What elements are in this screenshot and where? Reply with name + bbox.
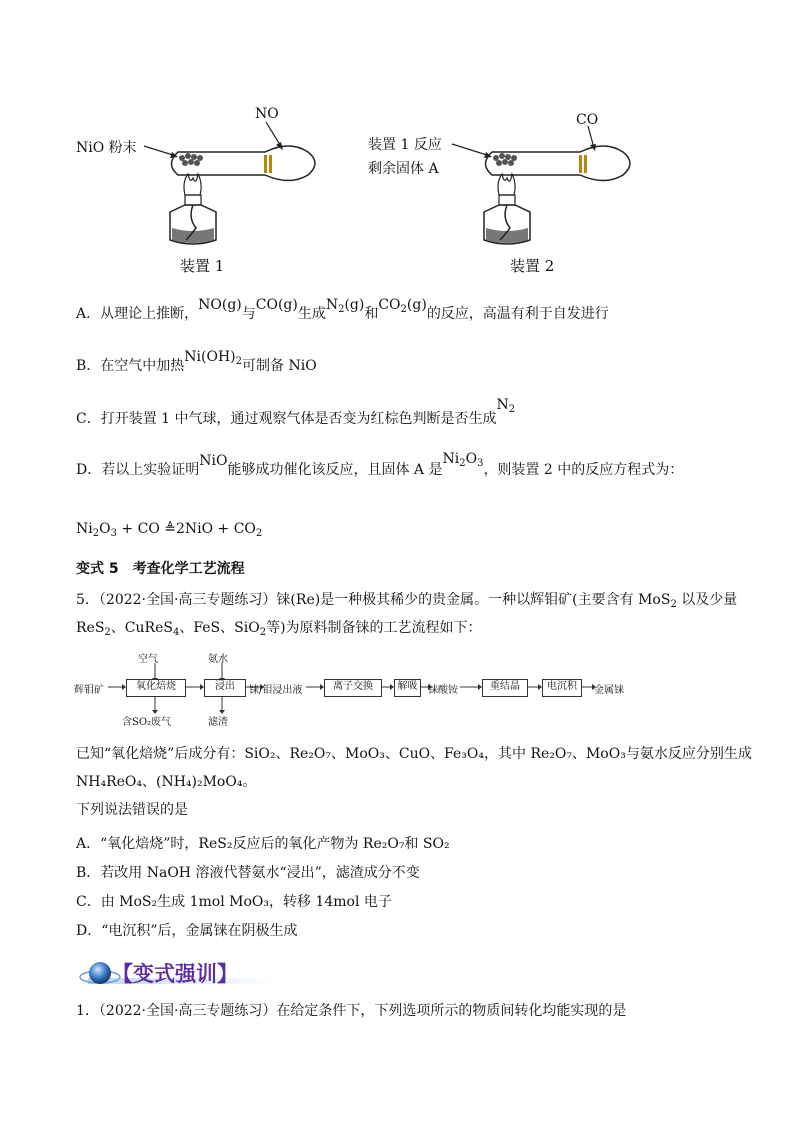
flow-end-label: 金属铼 — [594, 685, 624, 696]
flow-start-label: 辉钼矿 — [74, 685, 104, 696]
process-flow-diagram — [74, 650, 674, 728]
q4-option-c: C．打开装置 1 中气球，通过观察气体是否变为红棕色判断是否生成$N_2$ — [76, 397, 516, 427]
device2-label-line1: 装置 1 反应 — [368, 137, 442, 153]
flow-ammonia-label: 氨水 — [208, 654, 228, 665]
flow-box-recrystallization: 重结晶 — [482, 679, 528, 697]
variant5-question: 下列说法错误的是 — [76, 802, 188, 818]
variant5-option-a: A．“氧化焙烧”时，ReS₂反应后的氧化产物为 Re₂O₇和 SO₂ — [76, 836, 450, 852]
device2-caption: 装置 2 — [510, 257, 555, 275]
variant5-option-d: D．“电沉积”后，金属铼在阴极生成 — [76, 923, 298, 939]
device1-drawing — [144, 122, 315, 244]
flow-box-leaching: 浸出 — [204, 679, 246, 697]
q4-equation: $Ni_2O_3$ + CO ≜2NiO + $CO_2$ — [76, 521, 263, 539]
q4-option-d: D．若以上实验证明NiO能够成功催化该反应，且固体 A 是$Ni_2O_3$，则装置 2 中的反应方程式为： — [76, 451, 684, 478]
q1-stem: 1．（2022·全国·高三专题练习）在给定条件下，下列选项所示的物质间转化均能实现的是 — [76, 1003, 627, 1019]
flow-box-electrodeposition: 电沉积 — [542, 679, 582, 697]
flow-leachate-label: 铼/钼浸出液 — [249, 685, 303, 696]
variant5-option-b: B．若改用 NaOH 溶液代替氨水“浸出”，滤渣成分不变 — [76, 865, 420, 881]
flow-box-ion-exchange: 离子交换 — [324, 679, 382, 697]
flow-ammonium-perrhenate-label: 铼酸铵 — [428, 685, 458, 696]
nio-powder-label: NiO 粉末 — [76, 140, 137, 156]
variant5-known-line2: NH₄ReO₄、(NH₄)₂MoO₄。 — [76, 774, 257, 790]
globe-icon — [89, 962, 111, 984]
flow-air-label: 空气 — [138, 654, 158, 665]
variant-training-banner — [78, 960, 274, 988]
variant5-heading: 变式 5 考查化学工艺流程 — [76, 561, 245, 577]
flow-residue-label: 滤渣 — [208, 717, 228, 728]
device1-caption: 装置 1 — [180, 257, 225, 275]
device2-drawing — [452, 126, 630, 244]
device2-label-line2: 剩余固体 A — [368, 161, 439, 177]
no-gas-label: NO — [255, 106, 279, 122]
flow-box-roasting: 氧化焙烧 — [126, 679, 186, 697]
banner-title: 【变式强训】 — [112, 962, 238, 986]
flow-so2-label: 含SO₂废气 — [122, 717, 172, 728]
q4-option-a: A．从理论上推断，NO(g)与CO(g)生成$N_2(g)$和$CO_2(g)$的反应，高温有利于自发进行 — [76, 297, 609, 322]
variant5-known-line1: 已知“氧化焙烧”后成分有：SiO₂、Re₂O₇、MoO₃、CuO、Fe₃O₄，其中 Re₂O₇、MoO₃与氨水反应分别生成 — [76, 746, 752, 762]
variant5-stem-line2: ReS$_2$、CuReS$_4$、FeS、SiO$_2$等)为原料制备铼的工艺流程如下： — [76, 620, 482, 638]
variant5-stem-line1: 5．（2022·全国·高三专题练习）铼(Re)是一种极其稀少的贵金属。一种以辉钼矿(主要含有 MoS$_2$ 以及少量 — [76, 592, 738, 610]
variant5-option-c: C．由 MoS₂生成 1mol MoO₃，转移 14mol 电子 — [76, 894, 392, 910]
co-gas-label: CO — [576, 112, 599, 128]
q4-option-b: B．在空气中加热$Ni(OH)_2$可制备 NiO — [76, 349, 317, 374]
flow-box-desorption: 解吸 — [394, 679, 421, 697]
